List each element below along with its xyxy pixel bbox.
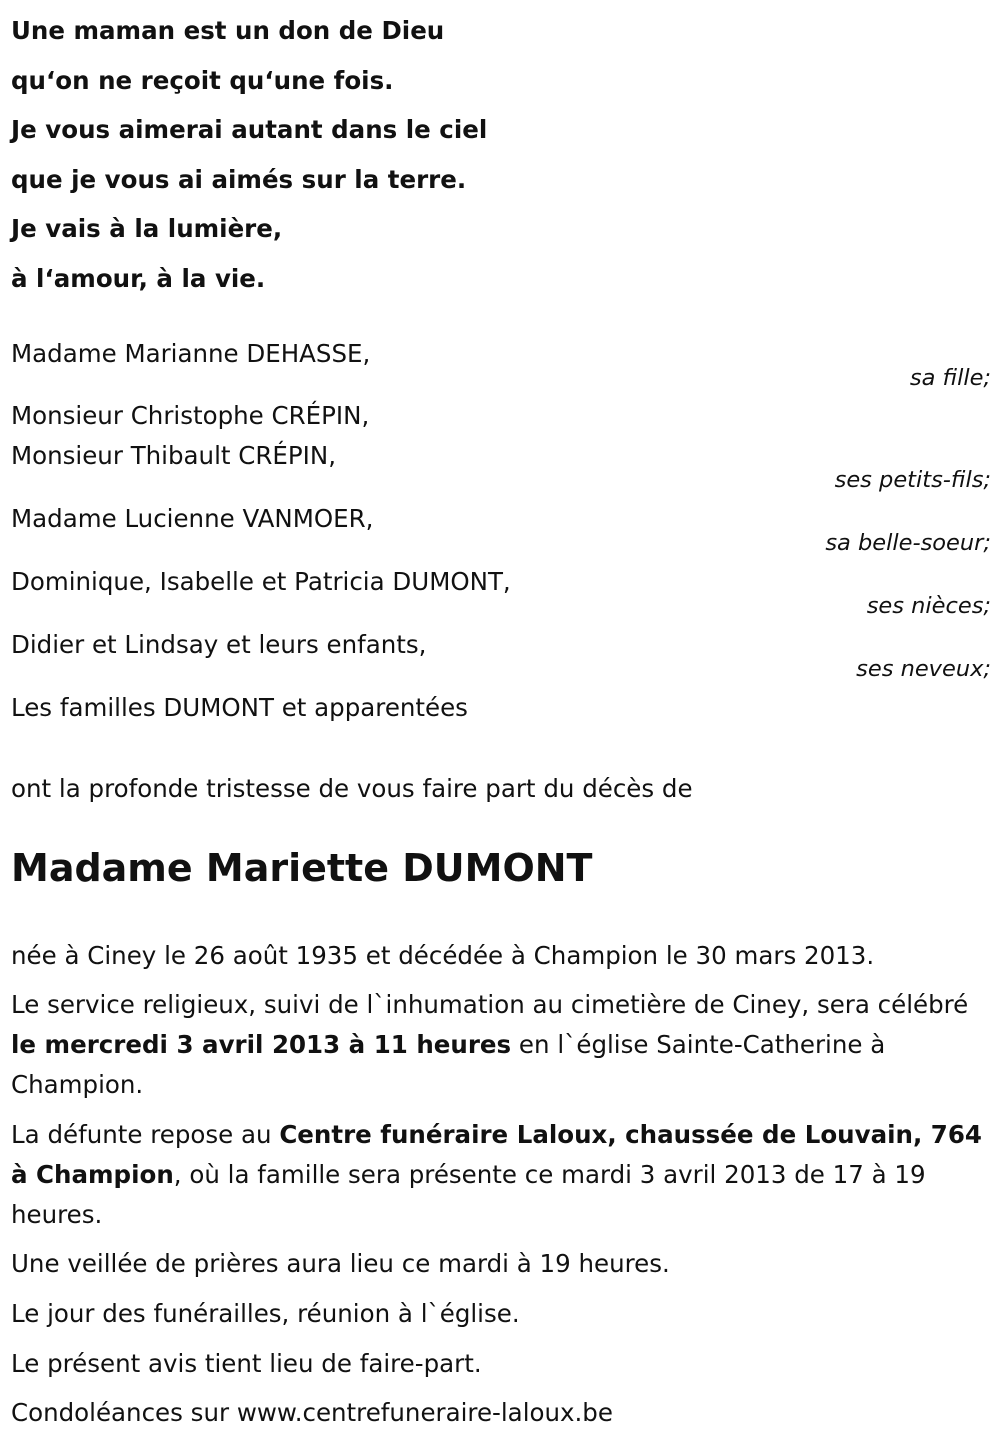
repose-details: , où la famille sera présente ce mardi 3 avril 2013 de 17 à 19 heures. bbox=[11, 1160, 926, 1229]
relation-fille: sa fille; bbox=[909, 365, 991, 391]
relation-nieces: ses nièces; bbox=[866, 593, 991, 619]
family-member-marianne: Madame Marianne DEHASSE, bbox=[11, 339, 371, 368]
service-paragraph bbox=[11, 985, 996, 1105]
repose-place: Centre funéraire Laloux, chaussée de Louvain, 764 à Champion bbox=[11, 1120, 982, 1189]
relation-neveux: ses neveux; bbox=[856, 656, 991, 682]
poem-line-3: Je vous aimerai autant dans le ciel bbox=[11, 115, 488, 145]
family-member-lucienne: Madame Lucienne VANMOER, bbox=[11, 504, 374, 533]
repose-paragraph bbox=[11, 1115, 996, 1235]
service-date: le mercredi 3 avril 2013 à 11 heures bbox=[11, 1030, 512, 1059]
family-member-didier: Didier et Lindsay et leurs enfants, bbox=[11, 630, 427, 659]
poem-line-5: Je vais à la lumière, bbox=[11, 214, 283, 244]
repose-text: La défunte repose au bbox=[11, 1120, 280, 1149]
announcement-text: ont la profonde tristesse de vous faire part du décès de bbox=[11, 774, 693, 803]
deceased-name: Madame Mariette DUMONT bbox=[11, 846, 593, 890]
obituary-page bbox=[11, 0, 991, 1444]
condoleances-text: Condoléances sur www.centrefuneraire-laloux.be bbox=[11, 1398, 613, 1427]
birth-death-text: née à Ciney le 26 août 1935 et décédée à Champion le 30 mars 2013. bbox=[11, 941, 875, 970]
poem-line-2: qu‘on ne reçoit qu‘une fois. bbox=[11, 65, 394, 95]
poem bbox=[11, 6, 487, 304]
relation-petits-fils: ses petits-fils; bbox=[834, 467, 991, 493]
family-member-dumont-nieces: Dominique, Isabelle et Patricia DUMONT, bbox=[11, 567, 511, 596]
poem-line-4: que je vous ai aimés sur la terre. bbox=[11, 164, 467, 194]
veillee-text: Une veillée de prières aura lieu ce mardi à 19 heures. bbox=[11, 1249, 670, 1278]
service-text: Le service religieux, suivi de l`inhumation au cimetière de Ciney, sera célébré bbox=[11, 990, 969, 1019]
relation-belle-soeur: sa belle-soeur; bbox=[825, 530, 991, 556]
avis-text: Le présent avis tient lieu de faire-part. bbox=[11, 1349, 482, 1378]
poem-line-1: Une maman est un don de Dieu bbox=[11, 16, 445, 45]
service-location: en l`église Sainte-Catherine à Champion. bbox=[11, 1030, 886, 1099]
poem-line-6: à l‘amour, à la vie. bbox=[11, 263, 266, 293]
funerailles-text: Le jour des funérailles, réunion à l`église. bbox=[11, 1299, 520, 1328]
family-member-familles: Les familles DUMONT et apparentées bbox=[11, 693, 468, 722]
family-member-thibault: Monsieur Thibault CRÉPIN, bbox=[11, 441, 337, 470]
family-member-christophe: Monsieur Christophe CRÉPIN, bbox=[11, 401, 370, 430]
